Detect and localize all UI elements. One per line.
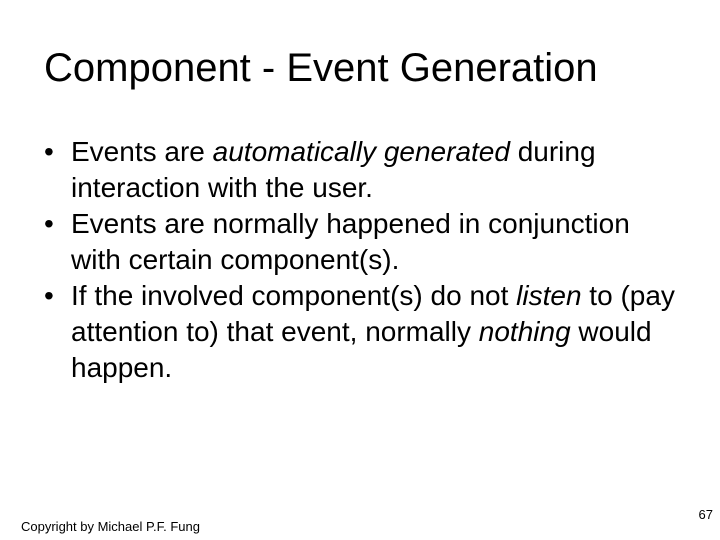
bullet-text: to (pay attention to) that event, normally [71, 280, 675, 347]
slide-title: Component - Event Generation [44, 46, 598, 90]
bullet-text: would happen. [71, 316, 652, 383]
bullet-item-2 [44, 206, 684, 278]
copyright-footer: Copyright by Michael P.F. Fung [21, 519, 200, 534]
emphasized-text: nothing [478, 316, 571, 347]
bullet-item-1 [44, 134, 684, 206]
bullet-text: Events are normally happened in conjunction with certain component(s). [71, 208, 630, 275]
bullet-list [44, 134, 684, 386]
page-number: 67 [698, 507, 713, 522]
bullet-icon: • [44, 280, 54, 311]
bullet-text: Events are [71, 136, 213, 167]
bullet-text: during interaction with the user. [71, 136, 596, 203]
bullet-item-3 [44, 278, 684, 386]
bullet-icon: • [44, 208, 54, 239]
emphasized-text: listen [516, 280, 582, 311]
emphasized-text: automatically generated [212, 136, 510, 167]
bullet-icon: • [44, 136, 54, 167]
bullet-text: If the involved component(s) do not [71, 280, 517, 311]
